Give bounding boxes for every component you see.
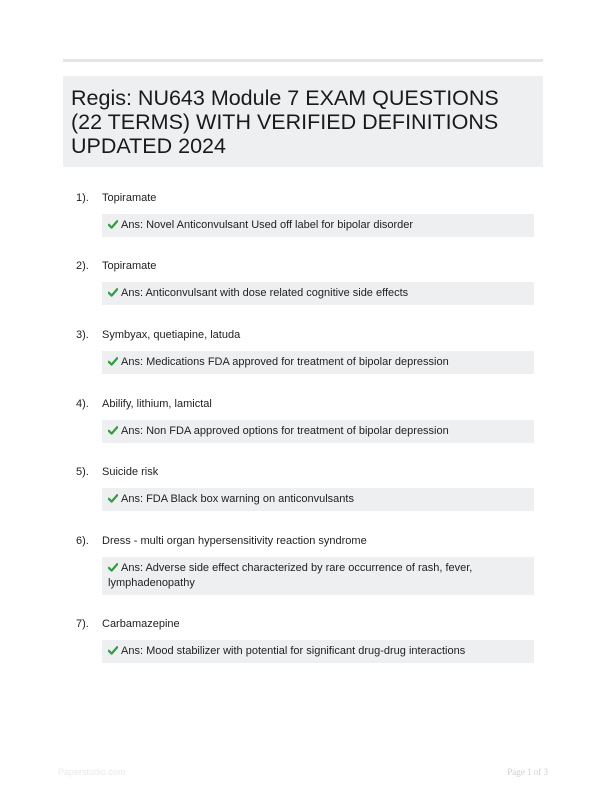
question-number: 5). xyxy=(76,466,89,478)
answer-box xyxy=(102,214,534,237)
page-number: Page 1 of 3 xyxy=(507,767,548,777)
answer-box xyxy=(102,420,534,443)
answer-text: Ans: Anticonvulsant with dose related cognitive side effects xyxy=(121,287,409,299)
question-term: Symbyax, quetiapine, latuda xyxy=(102,329,241,341)
question-term: Carbamazepine xyxy=(102,618,180,630)
top-divider xyxy=(63,59,543,62)
checkmark-icon xyxy=(108,563,118,572)
footer-watermark: Paperstudio.com xyxy=(58,767,126,777)
question-term: Abilify, lithium, lamictal xyxy=(102,398,212,410)
checkmark-icon xyxy=(108,220,118,229)
question-term: Topiramate xyxy=(102,260,157,272)
checkmark-icon xyxy=(108,494,118,503)
answer-box xyxy=(102,488,534,511)
question-number: 6). xyxy=(76,535,89,547)
checkmark-icon xyxy=(108,646,118,655)
checkmark-icon xyxy=(108,288,118,297)
question-number: 3). xyxy=(76,329,89,341)
answer-text: Ans: Novel Anticonvulsant Used off label for bipolar disorder xyxy=(121,219,414,231)
answer-text: Ans: Non FDA approved options for treatment of bipolar depression xyxy=(121,425,449,437)
answer-box xyxy=(102,351,534,374)
checkmark-icon xyxy=(108,357,118,366)
title-banner xyxy=(63,76,543,167)
answer-box xyxy=(102,640,534,663)
answer-text: Ans: Medications FDA approved for treatment of bipolar depression xyxy=(121,356,449,368)
answer-text: Ans: Adverse side effect characterized by rare occurrence of rash, fever, lymphadenopathy xyxy=(108,562,473,589)
question-term: Topiramate xyxy=(102,192,157,204)
checkmark-icon xyxy=(108,426,118,435)
question-number: 7). xyxy=(76,618,89,630)
question-number: 1). xyxy=(76,192,89,204)
question-term: Suicide risk xyxy=(102,466,159,478)
question-number: 4). xyxy=(76,398,89,410)
answer-text: Ans: Mood stabilizer with potential for significant drug-drug interactions xyxy=(121,645,466,657)
question-term: Dress - multi organ hypersensitivity reaction syndrome xyxy=(102,535,367,547)
document-title: Regis: NU643 Module 7 EXAM QUESTIONS (22 TERMS) WITH VERIFIED DEFINITIONS UPDATED 2024 xyxy=(71,86,499,158)
answer-box xyxy=(102,557,534,595)
answer-text: Ans: FDA Black box warning on anticonvulsants xyxy=(121,493,354,505)
answer-box xyxy=(102,282,534,305)
question-number: 2). xyxy=(76,260,89,272)
